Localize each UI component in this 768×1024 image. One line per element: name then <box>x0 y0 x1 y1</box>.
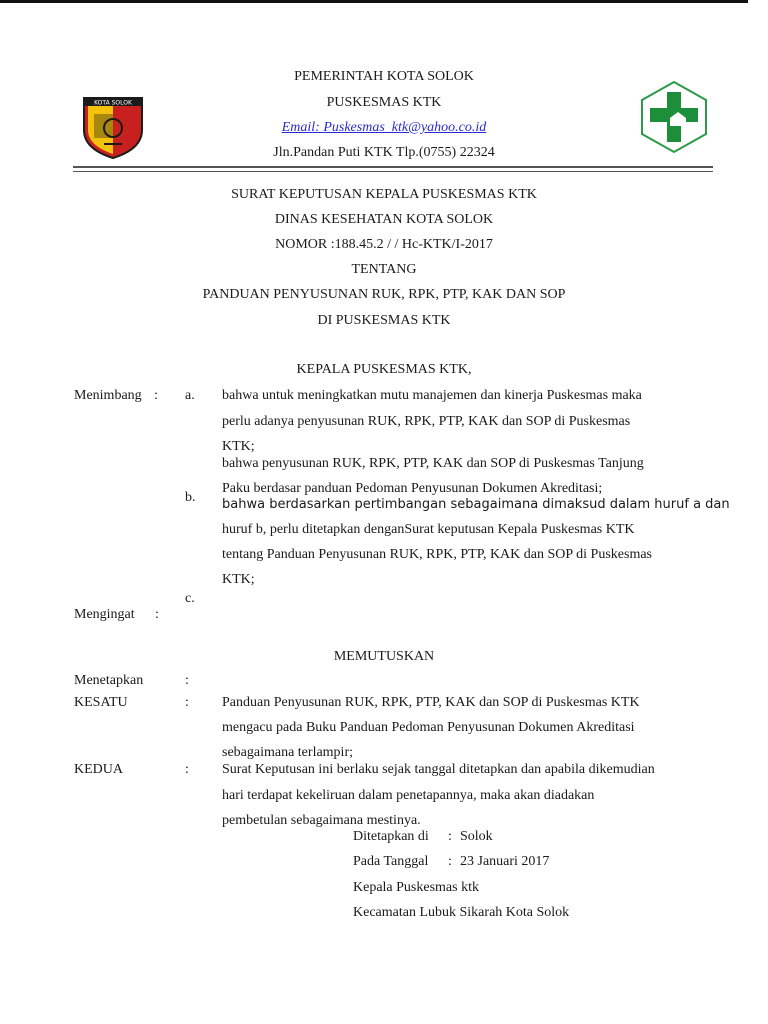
letterhead-line-2: PUSKESMAS KTK <box>326 95 442 110</box>
title-line-1: SURAT KEPUTUSAN KEPALA PUSKESMAS KTK <box>231 187 537 202</box>
menimbang-marker-b: b. <box>185 490 196 505</box>
menimbang-b-line-1: bahwa penyusunan RUK, RPK, PTP, KAK dan SOP di Puskesmas Tanjung <box>222 456 644 471</box>
header-divider-thin <box>73 171 713 172</box>
kedua-line-3: pembetulan sebagaimana mestinya. <box>222 813 421 828</box>
ditetapkan-colon: : <box>448 829 452 844</box>
tanggal-colon: : <box>448 854 452 869</box>
email-link[interactable]: Puskesmas_ktk@yahoo.co.id <box>323 120 487 135</box>
title-subject: PANDUAN PENYUSUNAN RUK, RPK, PTP, KAK DAN SOP <box>202 287 566 302</box>
menimbang-c-line-4: KTK; <box>222 572 255 587</box>
kesatu-label: KESATU <box>74 695 128 710</box>
email-label: Email: <box>281 120 324 135</box>
kesatu-line-3: sebagaimana terlampir; <box>222 745 353 760</box>
top-border-line <box>0 0 748 3</box>
letterhead-address: Jln.Pandan Puti KTK Tlp.(0755) 22324 <box>273 145 495 160</box>
kedua-colon: : <box>185 762 189 777</box>
letterhead-line-1: PEMERINTAH KOTA SOLOK <box>294 69 474 84</box>
signatory-location: Kecamatan Lubuk Sikarah Kota Solok <box>353 905 570 920</box>
letterhead-email <box>0 120 768 136</box>
kedua-label: KEDUA <box>74 762 123 777</box>
menimbang-c-line-2: huruf b, perlu ditetapkan denganSurat keputusan Kepala Puskesmas KTK <box>222 522 635 537</box>
ditetapkan-value: Solok <box>460 829 493 844</box>
tanggal-value: 23 Januari 2017 <box>460 854 550 869</box>
menimbang-b-line-2: Paku berdasar panduan Pedoman Penyusunan Dokumen Akreditasi; <box>222 481 603 496</box>
title-number: NOMOR :188.45.2 / / Hc-KTK/I-2017 <box>275 237 493 252</box>
menimbang-c-line-3: tentang Panduan Penyusunan RUK, RPK, PTP, KAK dan SOP di Puskesmas <box>222 547 652 562</box>
crest-label: KOTA SOLOK <box>94 99 132 107</box>
kedua-line-1: Surat Keputusan ini berlaku sejak tanggal ditetapkan dan apabila dikemudian <box>222 762 655 777</box>
menimbang-a-line-3: KTK; <box>222 439 255 454</box>
title-line-2: DINAS KESEHATAN KOTA SOLOK <box>274 212 494 227</box>
menimbang-a-line-2: perlu adanya penyusunan RUK, RPK, PTP, KAK dan SOP di Puskesmas <box>222 414 631 429</box>
menimbang-c-line-1: bahwa berdasarkan pertimbangan sebagaimana dimaksud dalam huruf a dan <box>222 497 730 512</box>
title-location: DI PUSKESMAS KTK <box>317 313 451 328</box>
menimbang-colon: : <box>154 388 158 403</box>
title-tentang: TENTANG <box>351 262 417 277</box>
kesatu-line-1: Panduan Penyusunan RUK, RPK, PTP, KAK dan SOP di Puskesmas KTK <box>222 695 640 710</box>
menimbang-a-line-1: bahwa untuk meningkatkan mutu manajemen dan kinerja Puskesmas maka <box>222 388 642 403</box>
memutuskan-heading: MEMUTUSKAN <box>333 649 435 664</box>
mengingat-label: Mengingat <box>74 607 135 622</box>
puskesmas-logo <box>640 80 708 154</box>
menetapkan-label: Menetapkan <box>74 673 144 688</box>
kedua-line-2: hari terdapat kekeliruan dalam penetapannya, maka akan diadakan <box>222 788 595 803</box>
menimbang-label: Menimbang <box>74 388 142 403</box>
kesatu-line-2: mengacu pada Buku Panduan Pedoman Penyusunan Dokumen Akreditasi <box>222 720 635 735</box>
ditetapkan-label: Ditetapkan di <box>353 829 429 844</box>
menetapkan-colon: : <box>185 673 189 688</box>
tanggal-label: Pada Tanggal <box>353 854 429 869</box>
header-divider-thick <box>73 166 713 168</box>
signatory-title: Kepala Puskesmas ktk <box>353 880 479 895</box>
menimbang-marker-a: a. <box>185 388 195 403</box>
kepala-heading: KEPALA PUSKESMAS KTK, <box>296 362 472 377</box>
menimbang-marker-c: c. <box>185 591 195 606</box>
mengingat-colon: : <box>155 607 159 622</box>
kesatu-colon: : <box>185 695 189 710</box>
